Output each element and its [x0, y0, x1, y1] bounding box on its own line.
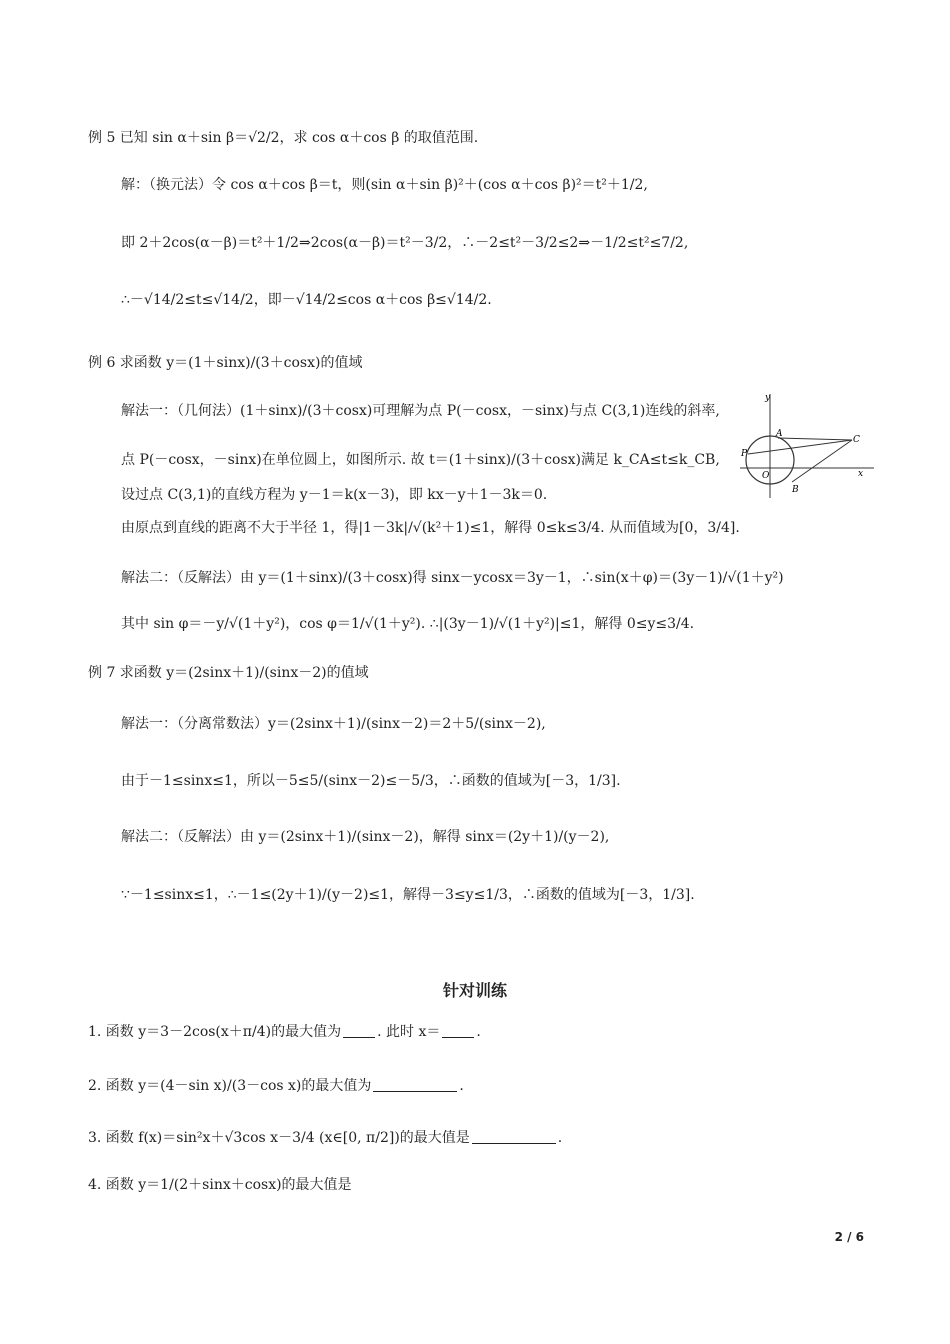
- label-A: A: [776, 429, 783, 439]
- exercise-text: .: [459, 1078, 464, 1094]
- text-line: 由于－1≤sinx≤1，所以－5≤5/(sinx－2)≤－5/3，∴函数的值域为[－3，1/3].: [121, 773, 621, 789]
- text-line: 例 7 求函数 y＝(2sinx＋1)/(sinx－2)的值域: [88, 665, 369, 681]
- label-B: B: [792, 485, 799, 495]
- exercise-item: [88, 1131, 562, 1145]
- answer-blank[interactable]: [472, 1131, 556, 1144]
- line-PC: [748, 440, 852, 454]
- text-line: 例 6 求函数 y＝(1＋sinx)/(3＋cosx)的值域: [88, 355, 363, 371]
- text-line: 解：（换元法）令 cos α＋cos β＝t，则(sin α＋sin β)²＋(cos α＋cos β)²＝t²＋1/2,: [121, 177, 648, 193]
- answer-blank[interactable]: [343, 1025, 375, 1038]
- answer-blank[interactable]: [442, 1025, 474, 1038]
- exercise-text: 2. 函数 y＝(4－sin x)/(3－cos x)的最大值为: [88, 1078, 372, 1094]
- text-line: 即 2＋2cos(α－β)＝t²＋1/2⇒2cos(α－β)＝t²－3/2，∴－2≤t²－3/2≤2⇒－1/2≤t²≤7/2,: [121, 235, 689, 251]
- line-AC: [778, 438, 852, 440]
- text-line: 解法一：（分离常数法）y＝(2sinx＋1)/(sinx－2)＝2＋5/(sinx－2),: [121, 716, 546, 732]
- text-line: 解法二：（反解法）由 y＝(1＋sinx)/(3＋cosx)得 sinx－ycosx＝3y－1，∴sin(x＋φ)＝(3y－1)/√(1＋y²): [121, 570, 784, 586]
- exercise-text: .: [557, 1130, 563, 1146]
- label-y: y: [765, 393, 771, 403]
- page-number: 2 / 6: [834, 1230, 864, 1244]
- exercise-text: 3. 函数 f(x)＝sin²x＋√3cos x－3/4 (x∈[0, π/2])的最大值是: [88, 1130, 470, 1146]
- text-line: 其中 sin φ＝－y/√(1＋y²)，cos φ＝1/√(1＋y²). ∴|(3y－1)/√(1＋y²)|≤1，解得 0≤y≤3/4.: [121, 616, 695, 632]
- text-line: 解法一：（几何法）(1＋sinx)/(3＋cosx)可理解为点 P(－cosx，－sinx)与点 C(3,1)连线的斜率,: [121, 403, 720, 419]
- exercise-text: . 此时 x＝: [377, 1024, 441, 1040]
- exercise-text: 4. 函数 y＝1/(2＋sinx＋cosx)的最大值是: [88, 1177, 352, 1193]
- exercise-item: [88, 1025, 481, 1039]
- label-C: C: [853, 435, 860, 445]
- answer-blank[interactable]: [373, 1079, 457, 1092]
- exercise-text: 1. 函数 y＝3－2cos(x＋π/4)的最大值为: [88, 1024, 342, 1040]
- text-line: 设过点 C(3,1)的直线方程为 y－1＝k(x－3)，即 kx－y＋1－3k＝0.: [121, 487, 548, 503]
- text-line: 点 P(－cosx，－sinx)在单位圆上，如图所示. 故 t＝(1＋sinx)/(3＋cosx)满足 k_CA≤t≤k_CB,: [121, 452, 720, 468]
- label-x: x: [858, 469, 864, 479]
- text-line: 例 5 已知 sin α＋sin β＝√2/2，求 cos α＋cos β 的取值范围.: [88, 130, 479, 146]
- unit-circle-figure: [740, 390, 880, 500]
- text-line: 由原点到直线的距离不大于半径 1，得|1－3k|/√(k²＋1)≤1，解得 0≤k≤3/4. 从而值域为[0，3/4].: [121, 520, 740, 536]
- label-O: O: [762, 471, 770, 481]
- exercise-text: .: [476, 1024, 481, 1040]
- exercise-item: [88, 1079, 464, 1093]
- text-line: 解法二：（反解法）由 y＝(2sinx＋1)/(sinx－2)，解得 sinx＝(2y＋1)/(y－2),: [121, 829, 610, 845]
- exercise-item: [88, 1178, 352, 1192]
- label-P: P: [741, 449, 748, 459]
- line-BC: [792, 440, 852, 482]
- text-line: ∴－√14/2≤t≤√14/2，即－√14/2≤cos α＋cos β≤√14/2.: [121, 292, 492, 308]
- text-line: ∵－1≤sinx≤1，∴－1≤(2y＋1)/(y－2)≤1，解得－3≤y≤1/3，∴函数的值域为[－3，1/3].: [121, 887, 695, 903]
- section-title: 针对训练: [442, 981, 507, 1000]
